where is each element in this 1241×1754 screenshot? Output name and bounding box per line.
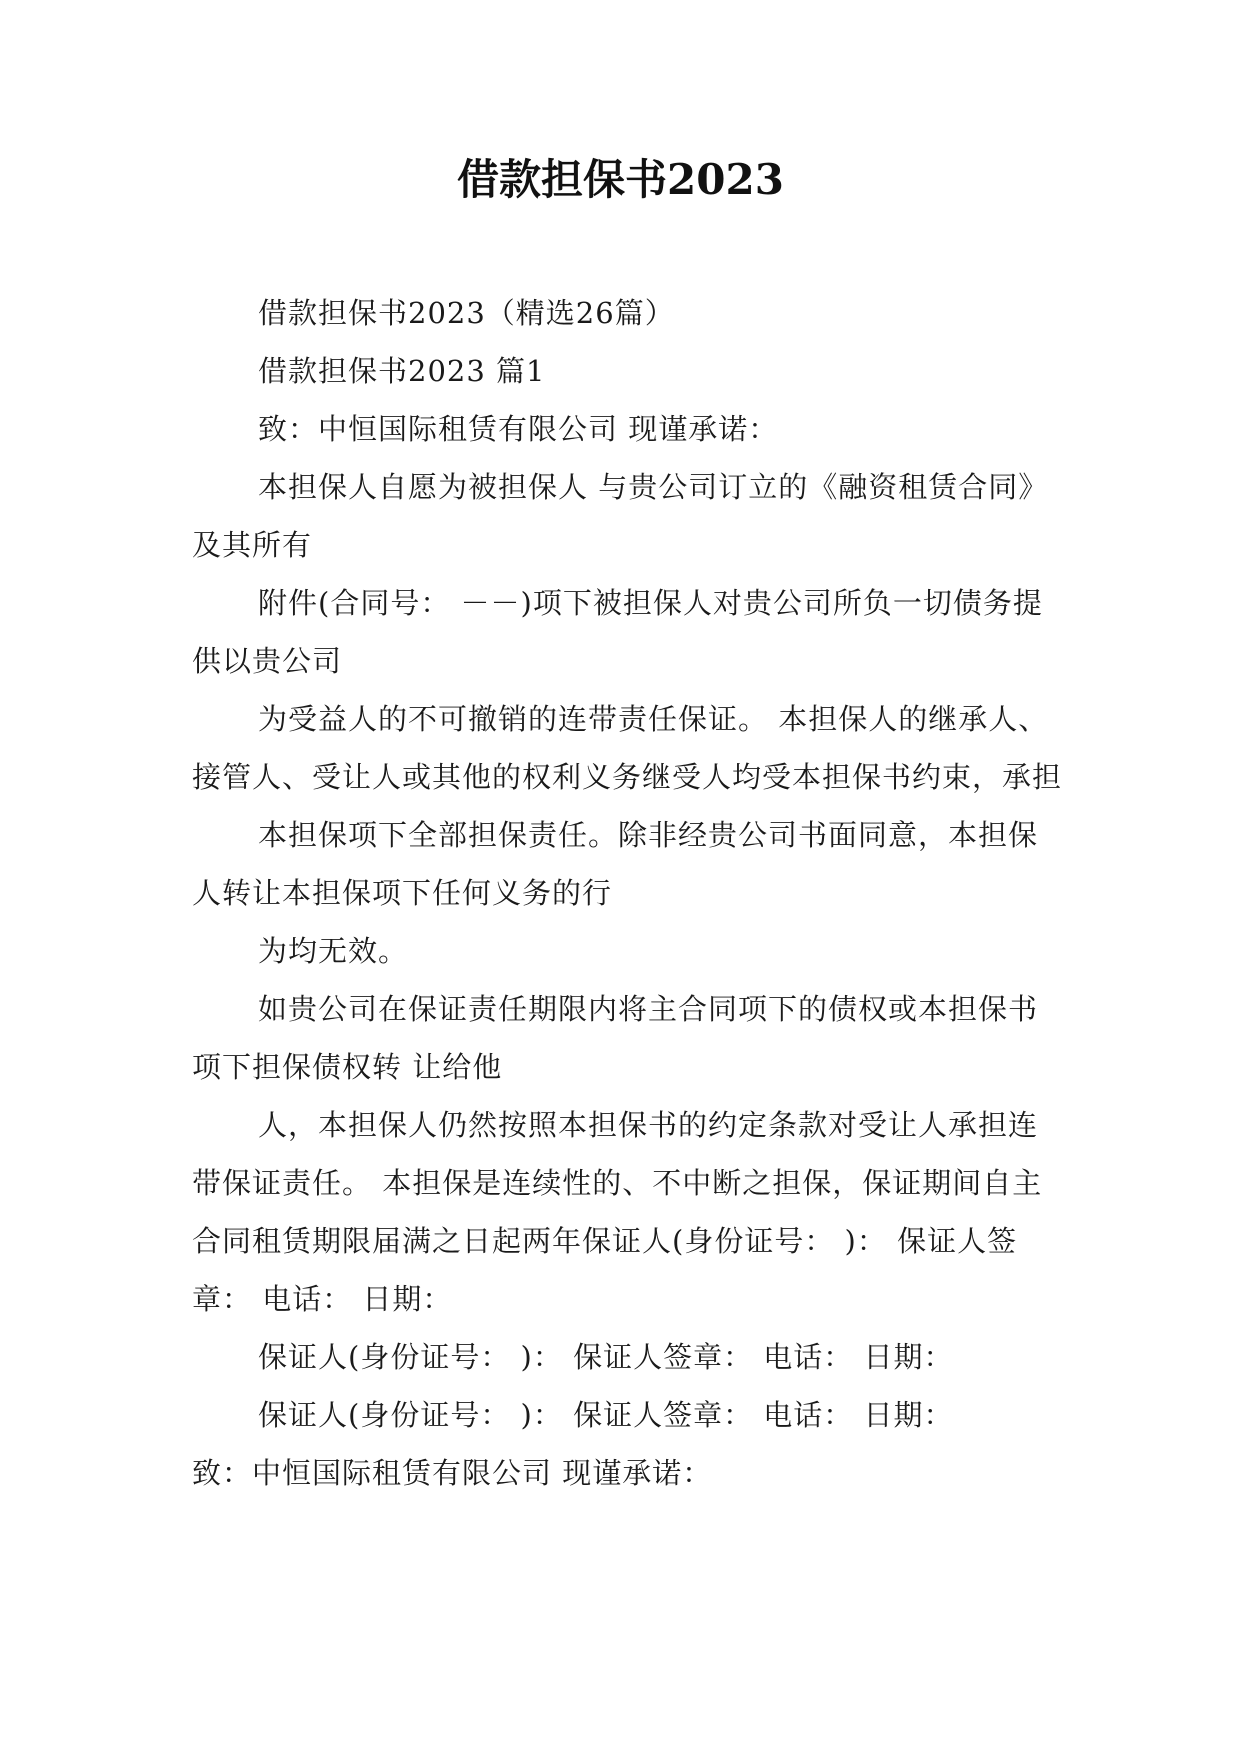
paragraph-beneficiary: 为受益人的不可撤销的连带责任保证。 本担保人的继承人、接管人、受让人或其他的权利义务继受人均受本担保书约束，承担	[192, 702, 1063, 794]
document-body	[192, 284, 1062, 1502]
paragraph-transfer: 如贵公司在保证责任期限内将主合同项下的债权或本担保书项下担保债权转 让给他	[192, 992, 1039, 1084]
paragraph-invalid: 为均无效。	[258, 934, 409, 968]
paragraph-addressee: 致：中恒国际租赁有限公司 现谨承诺：	[258, 412, 779, 446]
paragraph-section-heading: 借款担保书2023 篇1	[258, 354, 546, 388]
paragraph-assignee: 人，本担保人仍然按照本担保书的约定条款对受让人承担连带保证责任。 本担保是连续性的、不中断之担保，保证期间自主合同租赁期限届满之日起两年保证人(身份证号： )： 保证人签章： 电话： 日期：	[192, 1108, 1043, 1316]
paragraph-guarantor-line: 保证人(身份证号： )： 保证人签章： 电话： 日期：	[258, 1398, 954, 1432]
paragraph-guarantee-statement: 本担保人自愿为被担保人 与贵公司订立的《融资租赁合同》及其所有	[192, 470, 1049, 562]
paragraph-contract-number: 附件(合同号： －－)项下被担保人对贵公司所负一切债务提供以贵公司	[192, 586, 1043, 678]
paragraph-subtitle: 借款担保书2023（精选26篇）	[258, 296, 675, 330]
document-title: 借款担保书2023	[457, 155, 784, 204]
paragraph-guarantor-line: 保证人(身份证号： )： 保证人签章： 电话： 日期：	[258, 1340, 954, 1374]
paragraph-addressee-repeat: 致：中恒国际租赁有限公司 现谨承诺：	[192, 1456, 713, 1490]
paragraph-liability: 本担保项下全部担保责任。除非经贵公司书面同意，本担保人转让本担保项下任何义务的行	[192, 818, 1039, 910]
